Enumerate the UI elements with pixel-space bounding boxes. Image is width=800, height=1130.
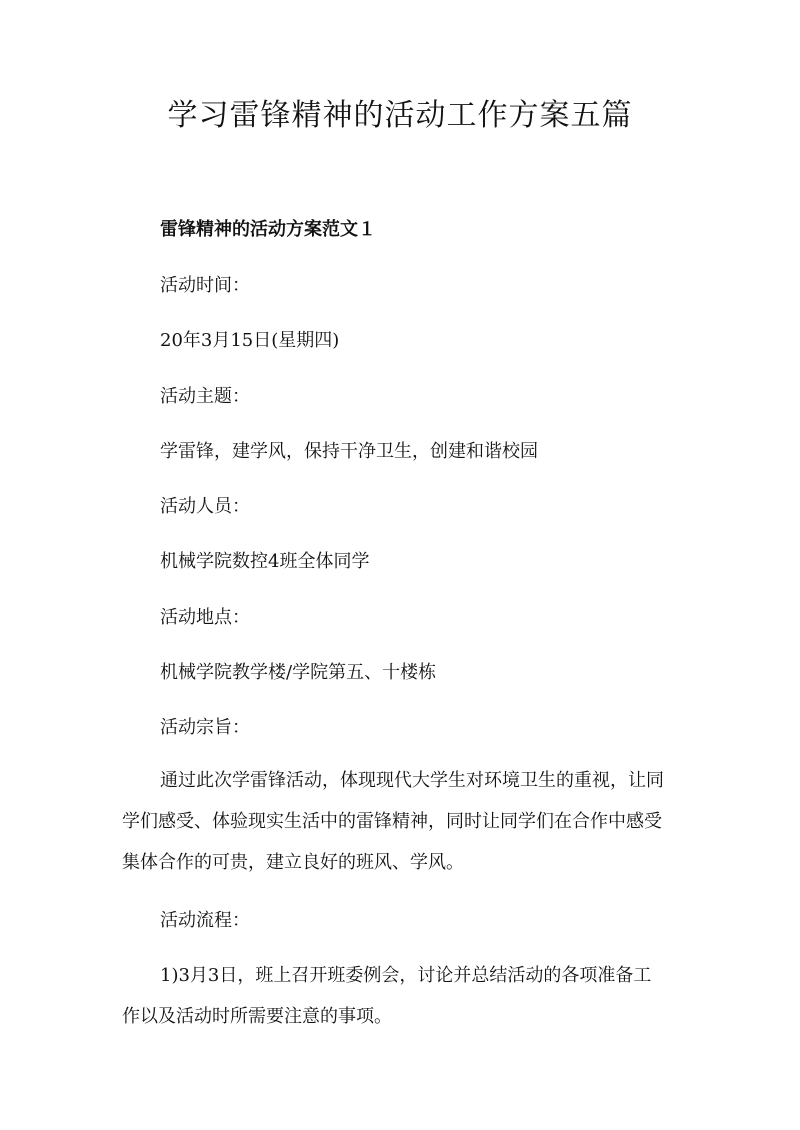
people-value: 机械学院数控4班全体同学	[160, 551, 370, 572]
process-step-1	[122, 963, 688, 1030]
location-value: 机械学院教学楼/学院第五、十楼栋	[160, 662, 437, 683]
process-label: 活动流程：	[160, 910, 250, 931]
time-label: 活动时间：	[160, 275, 250, 296]
purpose-line: 学们感受、体验现实生活中的雷锋精神，同时让同学们在合作中感受	[122, 811, 662, 832]
people-label: 活动人员：	[160, 496, 250, 517]
process-step-line: 1)3月3日，班上召开班委例会，讨论并总结活动的各项准备工	[160, 965, 652, 986]
time-value: 20年3月15日(星期四)	[160, 330, 340, 351]
purpose-line: 通过此次学雷锋活动，体现现代大学生对环境卫生的重视，让同	[160, 770, 664, 791]
document-title: 学习雷锋精神的活动工作方案五篇	[167, 98, 633, 133]
location-label: 活动地点：	[160, 607, 250, 628]
purpose-label: 活动宗旨：	[160, 717, 250, 738]
theme-label: 活动主题：	[160, 386, 250, 407]
section-heading: 雷锋精神的活动方案范文１	[160, 219, 376, 240]
theme-value: 学雷锋，建学风，保持干净卫生，创建和谐校园	[160, 441, 538, 462]
purpose-paragraph	[122, 768, 688, 876]
process-step-line: 作以及活动时所需要注意的事项。	[122, 1006, 392, 1027]
purpose-line: 集体合作的可贵，建立良好的班风、学风。	[122, 852, 464, 873]
